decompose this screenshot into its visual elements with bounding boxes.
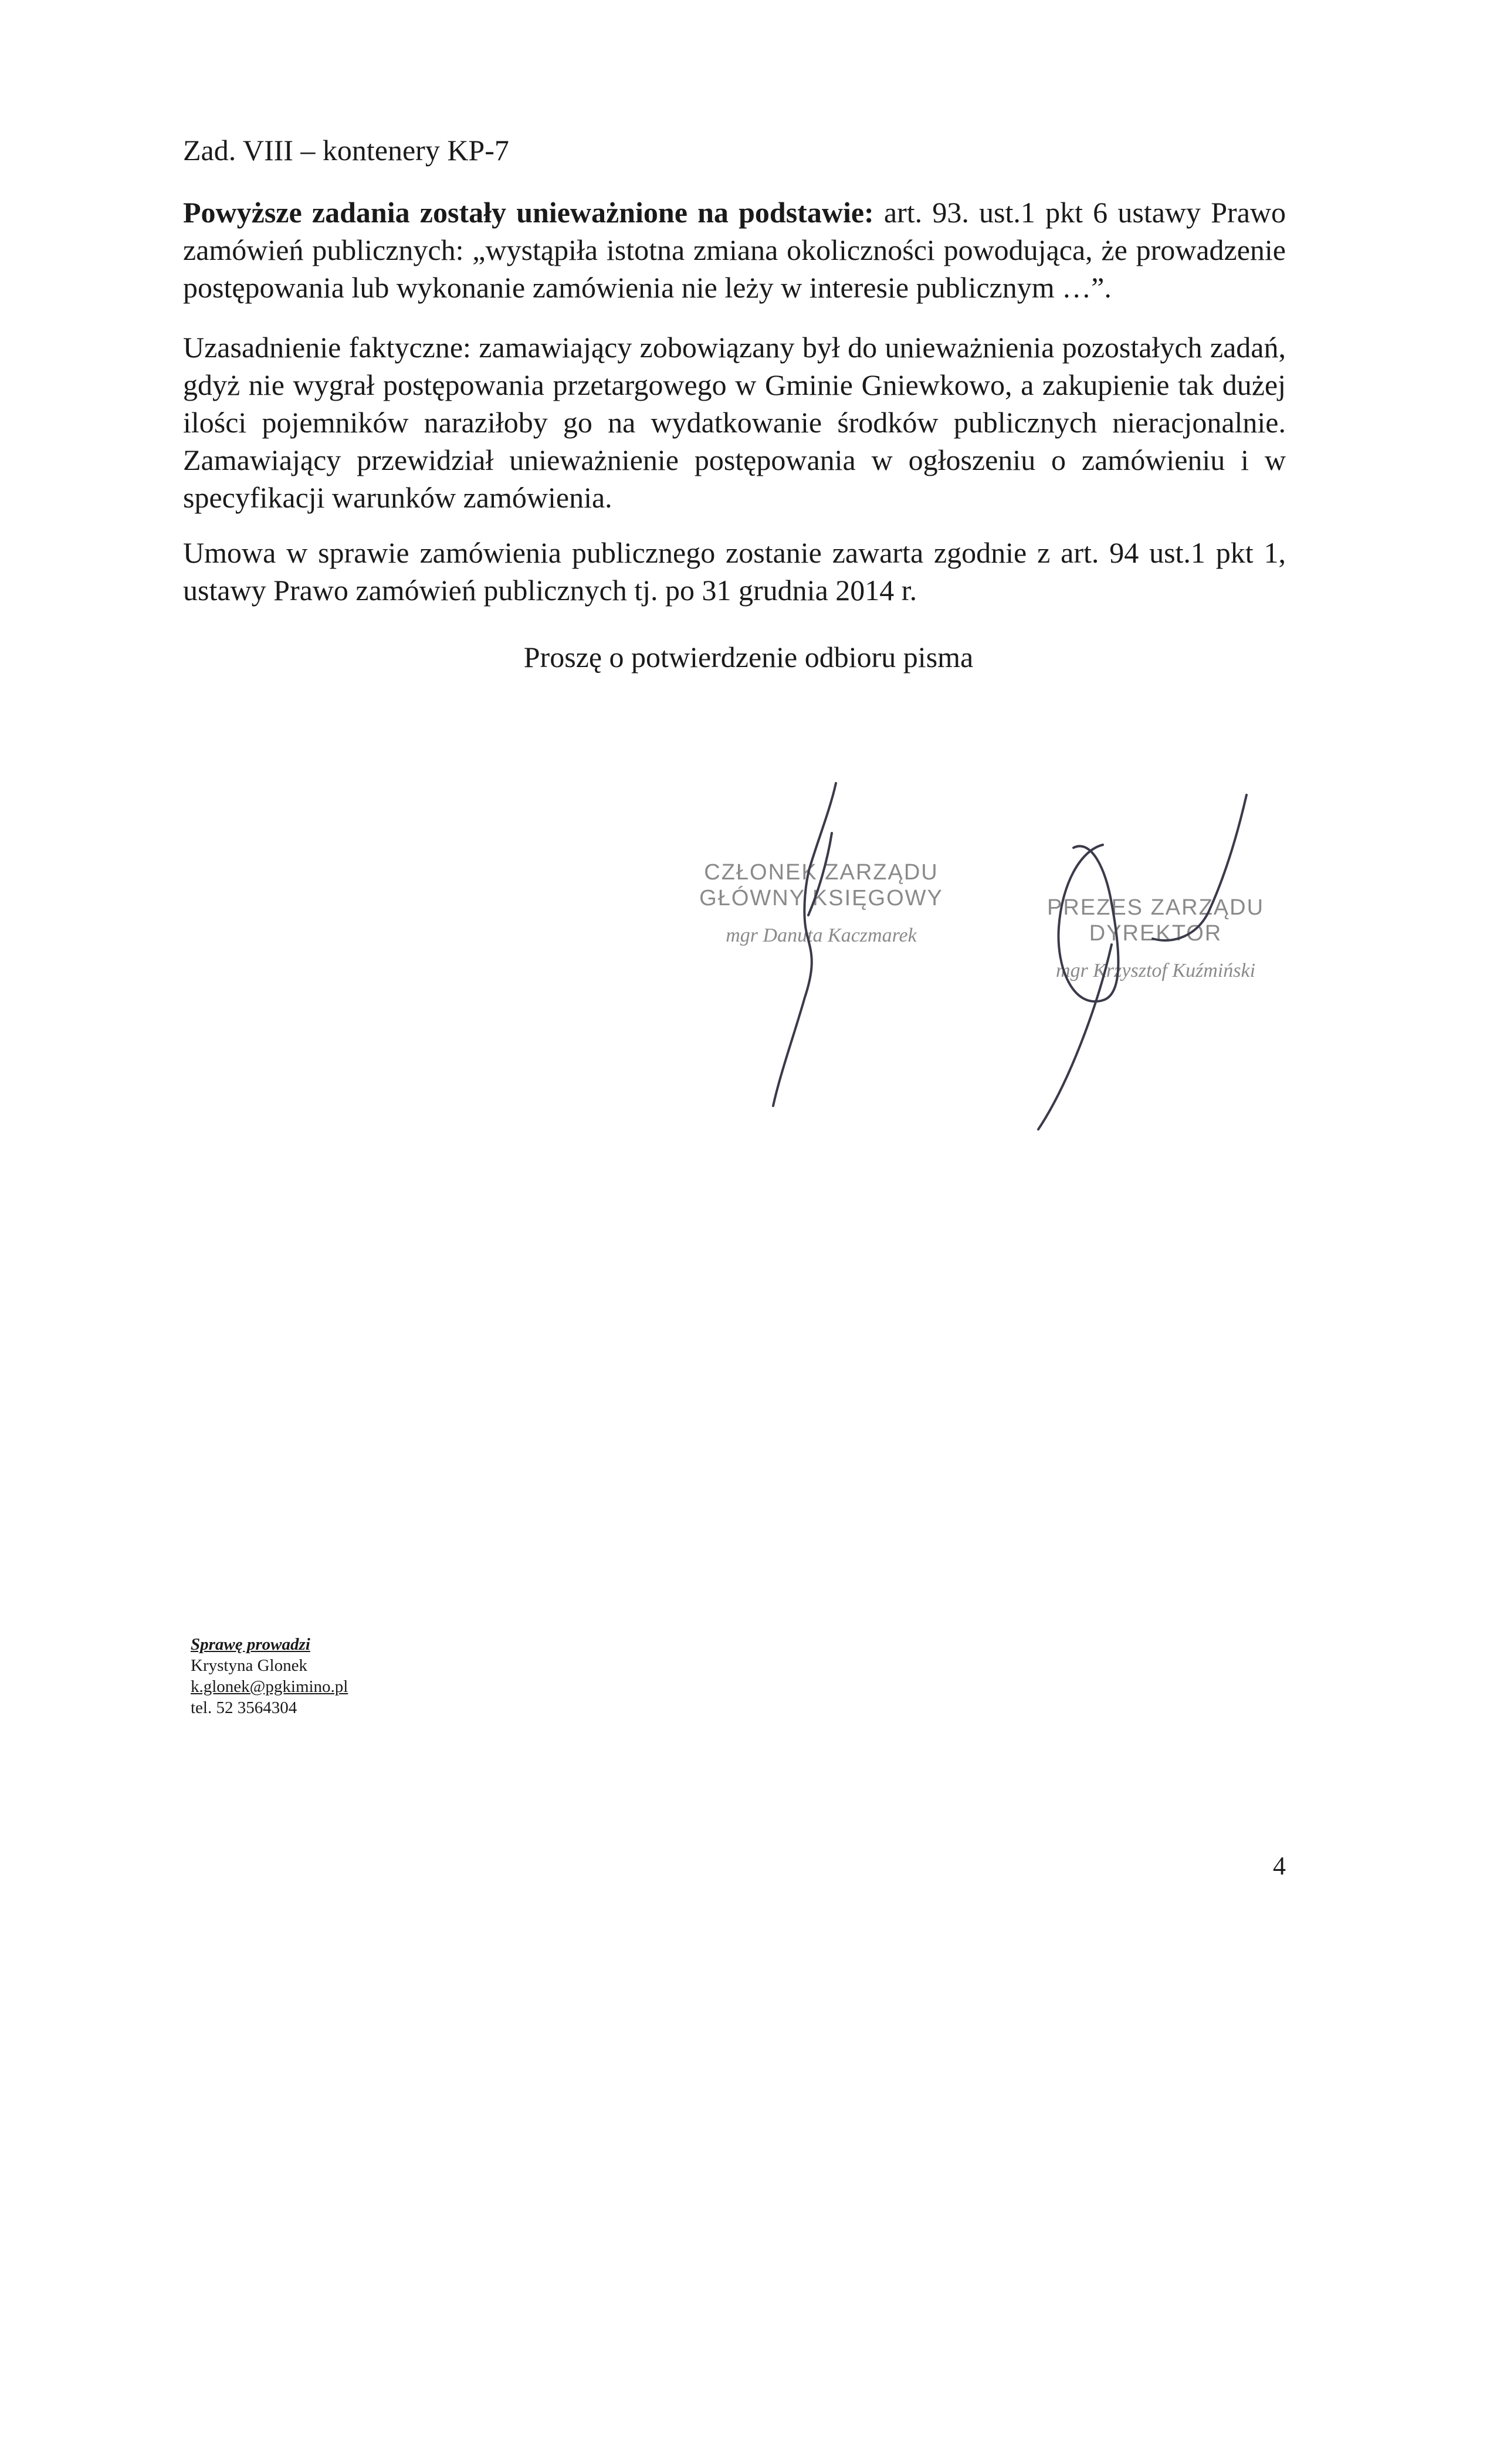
stamp-president bbox=[991, 895, 1320, 984]
stamp-left-role: GŁÓWNY KSIĘGOWY bbox=[699, 886, 943, 911]
case-handler-name: Krystyna Glonek bbox=[191, 1656, 307, 1675]
stamp-left-title: CZŁONEK ZARZĄDU bbox=[704, 860, 939, 885]
page-number: 4 bbox=[1273, 1852, 1286, 1880]
stamp-chief-accountant bbox=[657, 859, 985, 949]
closing-request: Proszę o potwierdzenie odbioru pisma bbox=[523, 641, 974, 673]
case-handler-email[interactable]: k.glonek@pgkimino.pl bbox=[191, 1677, 348, 1696]
paragraph-legal-basis-lead: Powyższe zadania zostały unieważnione na podstawie: bbox=[183, 196, 874, 229]
paragraph-legal-basis bbox=[183, 194, 1286, 306]
case-handler-label: Sprawę prowadzi bbox=[191, 1635, 310, 1654]
stamp-right-role: DYREKTOR bbox=[1089, 921, 1222, 946]
stamp-right-title: PREZES ZARZĄDU bbox=[1046, 895, 1265, 920]
paragraph-legal-basis-text: art. 93. ust.1 pkt 6 ustawy Prawo zamówień publicznych: „wystąpiła istotna zmiana okoliczności powodująca, że prowadzenie postępowania lub wykonanie zamówienia nie leży w interesie publicznym …”. bbox=[183, 196, 1286, 304]
document-heading: Zad. VIII – kontenery KP-7 bbox=[183, 134, 509, 167]
paragraph-contract: Umowa w sprawie zamówienia publicznego zostanie zawarta zgodnie z art. 94 ust.1 pkt 1, ustawy Prawo zamówień publicznych tj. po 31 grudnia 2014 r. bbox=[183, 536, 1286, 607]
case-handler-phone: tel. 52 3564304 bbox=[191, 1698, 297, 1717]
case-handler-block bbox=[191, 1634, 348, 1718]
stamp-right-name: mgr Krzysztof Kuźmiński bbox=[1055, 960, 1256, 981]
paragraph-justification: Uzasadnienie faktyczne: zamawiający zobowiązany był do unieważnienia pozostałych zadań, gdyż nie wygrał postępowania przetargowego w Gminie Gniewkowo, a zakupienie tak dużej ilości pojemników naraziłoby go na wydatkowanie środków publicznych nieracjonalnie. Zamawiający przewidział unieważnienie postępowania w ogłoszeniu o zamówieniu i w specyfikacji warunków zamówienia. bbox=[183, 331, 1286, 514]
stamp-left-name: mgr Danuta Kaczmarek bbox=[726, 925, 917, 946]
